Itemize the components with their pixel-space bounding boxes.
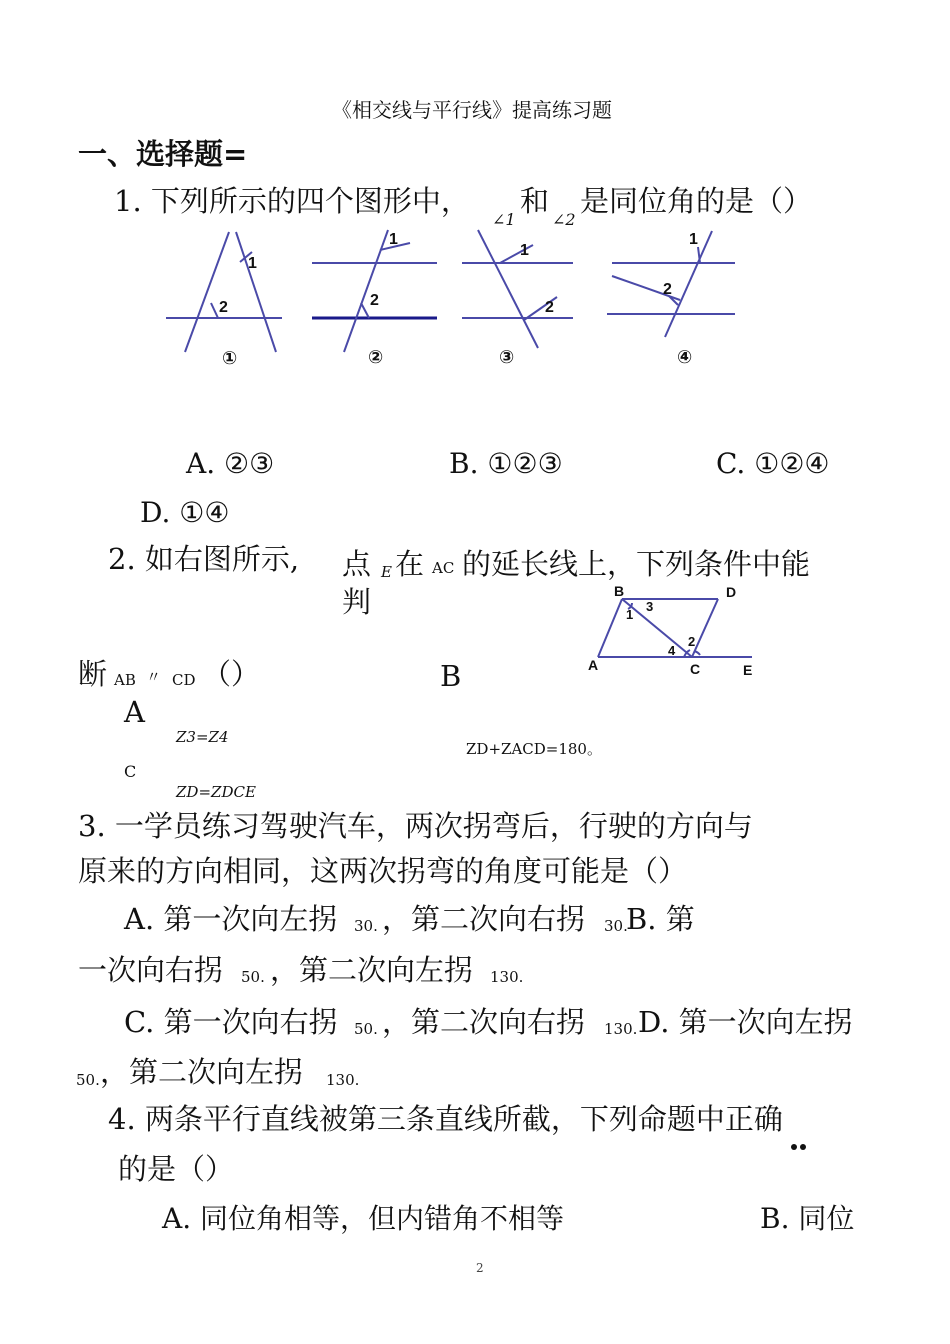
fig-label-2: 2 — [688, 634, 696, 649]
emphasis-dots — [791, 1144, 807, 1150]
q1-text-a: 1. 下列所示的四个图形中， — [114, 184, 470, 218]
fig2-label-2: 2 — [370, 292, 379, 309]
q3-option-a: A. 第一次向左拐 — [124, 902, 338, 936]
q1-figures — [0, 0, 950, 400]
q2-figure — [580, 580, 770, 680]
q1-angle-1: ∠1 — [492, 210, 516, 229]
fig4-label-1: 1 — [689, 231, 698, 248]
q3-line-1: 3. 一学员练习驾驶汽车，两次拐弯后，行驶的方向与 — [78, 809, 753, 843]
q4-option-a: A. 同位角相等，但内错角不相等 — [162, 1202, 565, 1235]
fig-label-1: 1 — [626, 607, 634, 622]
q3-option-d-mid: ，第二次向左拐 — [100, 1055, 304, 1089]
q1-text-c: 是同位角的是（） — [580, 184, 813, 218]
fig-label-e: E — [743, 662, 753, 678]
fig-label-3: 3 — [646, 599, 654, 614]
q2-text-e: 判 — [342, 585, 372, 619]
fig3-label-1: 1 — [520, 242, 529, 259]
q2-ab: AB — [114, 671, 136, 689]
q2-text-b: 点 — [342, 547, 372, 581]
fig-label-4: 4 — [668, 643, 676, 658]
q1-option-d: D. ①④ — [140, 496, 230, 529]
q2-option-b-text: ZD+ZACD=180。 — [466, 740, 602, 758]
q3-option-c-mid: ，第二次向右拐 — [382, 1005, 586, 1039]
q2-option-c-text: ZD=ZDCE — [176, 783, 256, 801]
q2-cd: CD — [172, 671, 196, 689]
q2-text-a: 2. 如右图所示, — [108, 542, 300, 576]
q1-option-b: B. ①②③ — [449, 447, 563, 480]
page-title: 《相交线与平行线》提高练习题 — [332, 98, 612, 122]
q1-angle-2: ∠2 — [552, 210, 576, 229]
q3-option-b-mid: ，第二次向左拐 — [270, 953, 474, 987]
q3-option-b-start: B. 第 — [626, 902, 695, 936]
fig-label-d: D — [726, 584, 737, 600]
q4-option-b: B. 同位 — [760, 1202, 855, 1235]
q2-parallel: 〃 — [146, 668, 162, 686]
q4-line-2: 的是（） — [118, 1152, 235, 1186]
fig2-number: ② — [368, 347, 384, 367]
fig4-number: ④ — [677, 347, 693, 367]
fig2-label-1: 1 — [389, 231, 398, 248]
q2-text-c: 在 — [395, 547, 425, 581]
q2-option-a-text: Z3=Z4 — [176, 728, 229, 746]
q2-text-d: 的延长线上，下列条件中能 — [462, 547, 811, 581]
fig3-label-2: 2 — [545, 299, 554, 316]
q3-option-a-mid: ，第二次向右拐 — [382, 902, 586, 936]
fig3-number: ③ — [499, 347, 515, 367]
q1-option-a: A. ②③ — [186, 447, 275, 480]
q3-option-b-deg2: 130. — [490, 968, 524, 986]
q3-option-c-deg2: 130. — [604, 1020, 638, 1038]
q3-option-c: C. 第一次向右拐 — [124, 1005, 338, 1039]
section-heading: 一、选择题= — [78, 137, 248, 171]
fig-label-c: C — [690, 661, 701, 677]
q3-option-d-deg1: 50. — [76, 1071, 100, 1089]
q2-text-f: 断 — [78, 657, 108, 691]
q3-option-a-deg1: 30. — [354, 917, 378, 935]
fig-label-a: A — [588, 657, 599, 673]
fig4-label-2: 2 — [663, 281, 672, 298]
q2-option-c-letter: C — [124, 762, 137, 781]
q3-line-2: 原来的方向相同，这两次拐弯的角度可能是（） — [78, 854, 688, 888]
page-number: 2 — [476, 1261, 484, 1275]
q2-option-a-letter: A — [124, 695, 145, 729]
fig1-number: ① — [222, 348, 238, 368]
q1-option-c: C. ①②④ — [716, 447, 830, 480]
q2-paren: （） — [202, 657, 261, 691]
q2-point-e: E — [381, 563, 392, 581]
fig1-label-1: 1 — [248, 255, 257, 272]
q2-option-b-letter: B — [440, 659, 462, 693]
q3-option-b: 一次向右拐 — [78, 953, 224, 987]
q3-option-b-deg1: 50. — [241, 968, 265, 986]
q3-option-a-deg2: 30. — [604, 917, 628, 935]
q4-line-1: 4. 两条平行直线被第三条直线所截，下列命题中正确 — [108, 1102, 783, 1136]
q3-option-d-deg2: 130. — [326, 1071, 360, 1089]
q2-ac: AC — [432, 559, 455, 577]
q1-text-b: 和 — [520, 184, 550, 218]
q3-option-d: D. 第一次向左拐 — [638, 1005, 853, 1039]
fig-label-b: B — [614, 583, 625, 599]
q3-option-c-deg1: 50. — [354, 1020, 378, 1038]
fig1-label-2: 2 — [219, 299, 228, 316]
